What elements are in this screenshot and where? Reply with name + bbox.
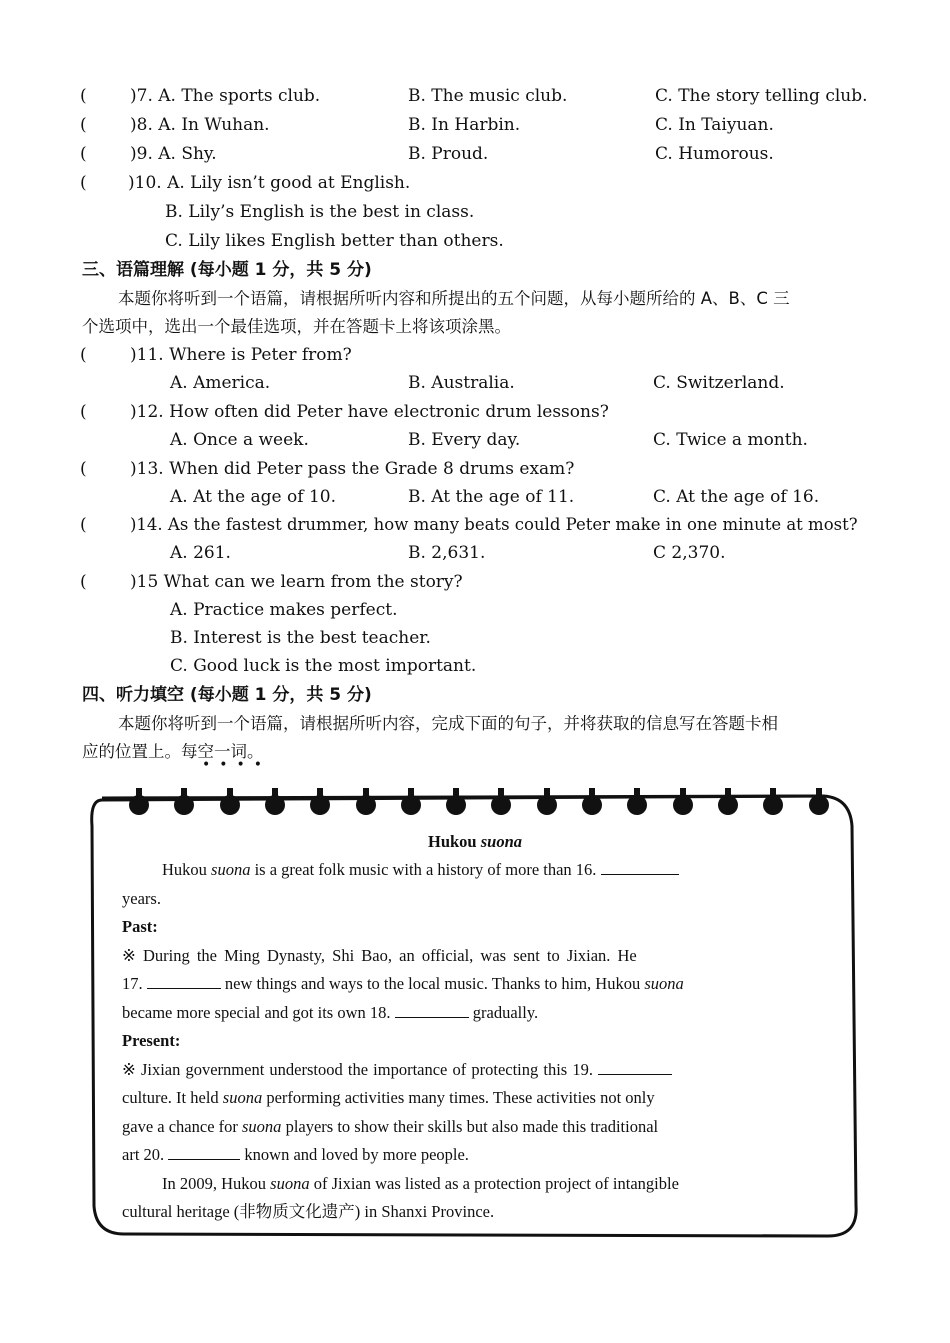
binder-ring-icon: [445, 788, 467, 816]
part3-heading: 三、语篇理解 (每小题 1 分，共 5 分): [82, 260, 372, 280]
q13-option-c: C. At the age of 16.: [653, 487, 820, 507]
text-run: art 20.: [122, 1145, 165, 1164]
q12-option-b: B. Every day.: [408, 430, 521, 450]
binder-ring-icon: [355, 788, 377, 816]
q15-option-a: A. Practice makes perfect.: [170, 600, 398, 620]
box-title-main: Hukou: [427, 832, 481, 851]
text-run-italic: suona: [270, 1174, 310, 1193]
box-line-4: [122, 970, 684, 999]
q11-option-b: B. Australia.: [408, 373, 515, 393]
q11-stem: )11. Where is Peter from?: [130, 345, 352, 365]
part3-instruction-1: 本题你将听到一个语篇，请根据所听内容和所提出的五个问题，从每小题所给的 A、B、C 三: [118, 289, 790, 308]
answer-paren: (: [80, 345, 87, 365]
text-run-italic: suona: [644, 974, 684, 993]
q14-option-b: B. 2,631.: [408, 543, 486, 563]
text-run-italic: suona: [242, 1117, 282, 1136]
q14-stem: )14. As the fastest drummer, how many beats could Peter make in one minute at most?: [130, 515, 858, 534]
q7-option-c: C. The story telling club.: [655, 86, 868, 106]
q13-stem: )13. When did Peter pass the Grade 8 drums exam?: [130, 459, 575, 479]
answer-paren: (: [80, 572, 87, 592]
q8-option-c: C. In Taiyuan.: [655, 115, 774, 135]
binder-ring-icon: [219, 788, 241, 816]
text-run: gradually.: [468, 1003, 539, 1022]
q11-option-c: C. Switzerland.: [653, 373, 785, 393]
box-line-11: cultural heritage (非物质文化遗产) in Shanxi Province.: [122, 1202, 495, 1221]
box-title: [0, 828, 950, 857]
box-line-6: [122, 1056, 672, 1085]
box-line-7: [122, 1084, 655, 1113]
answer-paren: (: [80, 173, 87, 193]
q13-option-a: A. At the age of 10.: [170, 487, 336, 507]
answer-paren: (: [80, 144, 87, 164]
text-run: culture. It held: [122, 1088, 223, 1107]
binder-ring-icon: [264, 788, 286, 816]
binder-ring-icon: [128, 788, 150, 816]
q12-option-a: A. Once a week.: [170, 430, 309, 450]
binder-ring-icon: [309, 788, 331, 816]
binder-ring-icon: [173, 788, 195, 816]
q10-option-b: B. Lily’s English is the best in class.: [165, 202, 475, 222]
text-run: 17.: [122, 974, 143, 993]
box-line-9: [122, 1141, 469, 1170]
text-run: new things and ways to the local music. Thanks to him, Hukou: [220, 974, 645, 993]
text-run: is a great folk music with a history of more than 16.: [250, 860, 597, 879]
text-run: gave a chance for: [122, 1117, 243, 1136]
part3-instruction-2: 个选项中，选出一个最佳选项，并在答题卡上将该项涂黑。: [82, 317, 511, 336]
emphasis-dots: ••••: [202, 757, 272, 773]
q10-stem: )10. A. Lily isn’t good at English.: [128, 173, 411, 193]
q15-option-c: C. Good luck is the most important.: [170, 656, 477, 676]
binder-ring-icon: [581, 788, 603, 816]
blank-18[interactable]: [395, 1003, 469, 1018]
binder-ring-icon: [400, 788, 422, 816]
text-run: players to show their skills but also made this traditional: [281, 1117, 659, 1136]
q7-stem: )7. A. The sports club.: [130, 86, 321, 106]
q10-option-c: C. Lily likes English better than others.: [165, 231, 504, 251]
binder-ring-icon: [490, 788, 512, 816]
blank-19[interactable]: [598, 1060, 672, 1075]
blank-17[interactable]: [147, 974, 221, 989]
blank-20[interactable]: [168, 1145, 240, 1160]
box-line-5: [122, 999, 538, 1028]
blank-16[interactable]: [601, 860, 679, 875]
answer-paren: (: [80, 459, 87, 479]
box-line-1: [162, 856, 679, 885]
answer-paren: (: [80, 86, 87, 106]
text-run: became more special and got its own 18.: [122, 1003, 391, 1022]
answer-paren: (: [80, 515, 87, 535]
q14-option-c: C 2,370.: [653, 543, 726, 563]
q11-option-a: A. America.: [170, 373, 271, 393]
past-label: Past:: [122, 917, 158, 936]
answer-paren: (: [80, 402, 87, 422]
binder-ring-icon: [536, 788, 558, 816]
text-run: of Jixian was listed as a protection project of intangible: [309, 1174, 679, 1193]
q8-option-b: B. In Harbin.: [408, 115, 521, 135]
q12-option-c: C. Twice a month.: [653, 430, 808, 450]
q8-stem: )8. A. In Wuhan.: [130, 115, 270, 135]
binder-ring-icon: [762, 788, 784, 816]
q15-stem: )15 What can we learn from the story?: [130, 572, 463, 592]
q9-option-c: C. Humorous.: [655, 144, 774, 164]
q15-option-b: B. Interest is the best teacher.: [170, 628, 431, 648]
present-label: Present:: [122, 1031, 181, 1050]
text-run: Hukou: [162, 860, 212, 879]
part4-heading: 四、听力填空 (每小题 1 分，共 5 分): [82, 685, 372, 705]
text-run-italic: suona: [222, 1088, 263, 1107]
q7-option-b: B. The music club.: [408, 86, 568, 106]
q9-option-b: B. Proud.: [408, 144, 489, 164]
text-run: known and loved by more people.: [240, 1145, 469, 1164]
q13-option-b: B. At the age of 11.: [408, 487, 575, 507]
text-run: In 2009, Hukou: [162, 1174, 271, 1193]
box-line-8: [122, 1113, 658, 1142]
binder-ring-icon: [717, 788, 739, 816]
part4-instruction-1: 本题你将听到一个语篇，请根据所听内容，完成下面的句子，并将获取的信息写在答题卡相: [118, 714, 778, 733]
binder-ring-icon: [808, 788, 830, 816]
box-title-italic: suona: [480, 832, 523, 851]
answer-paren: (: [80, 115, 87, 135]
box-line-2: years.: [122, 889, 161, 908]
q12-stem: )12. How often did Peter have electronic drum lessons?: [130, 402, 609, 422]
q14-option-a: A. 261.: [170, 543, 231, 563]
box-line-10: [162, 1170, 679, 1199]
text-run-italic: suona: [211, 860, 251, 879]
text-run: performing activities many times. These activities not only: [262, 1088, 655, 1107]
part4-instruction-2: 应的位置上。每空一词。: [82, 742, 264, 761]
text-run: ※ Jixian government understood the importance of protecting this 19.: [122, 1060, 593, 1079]
binder-ring-icon: [626, 788, 648, 816]
q9-stem: )9. A. Shy.: [130, 144, 217, 164]
binder-ring-icon: [672, 788, 694, 816]
box-line-3: ※ During the Ming Dynasty, Shi Bao, an official, was sent to Jixian. He: [122, 946, 637, 965]
